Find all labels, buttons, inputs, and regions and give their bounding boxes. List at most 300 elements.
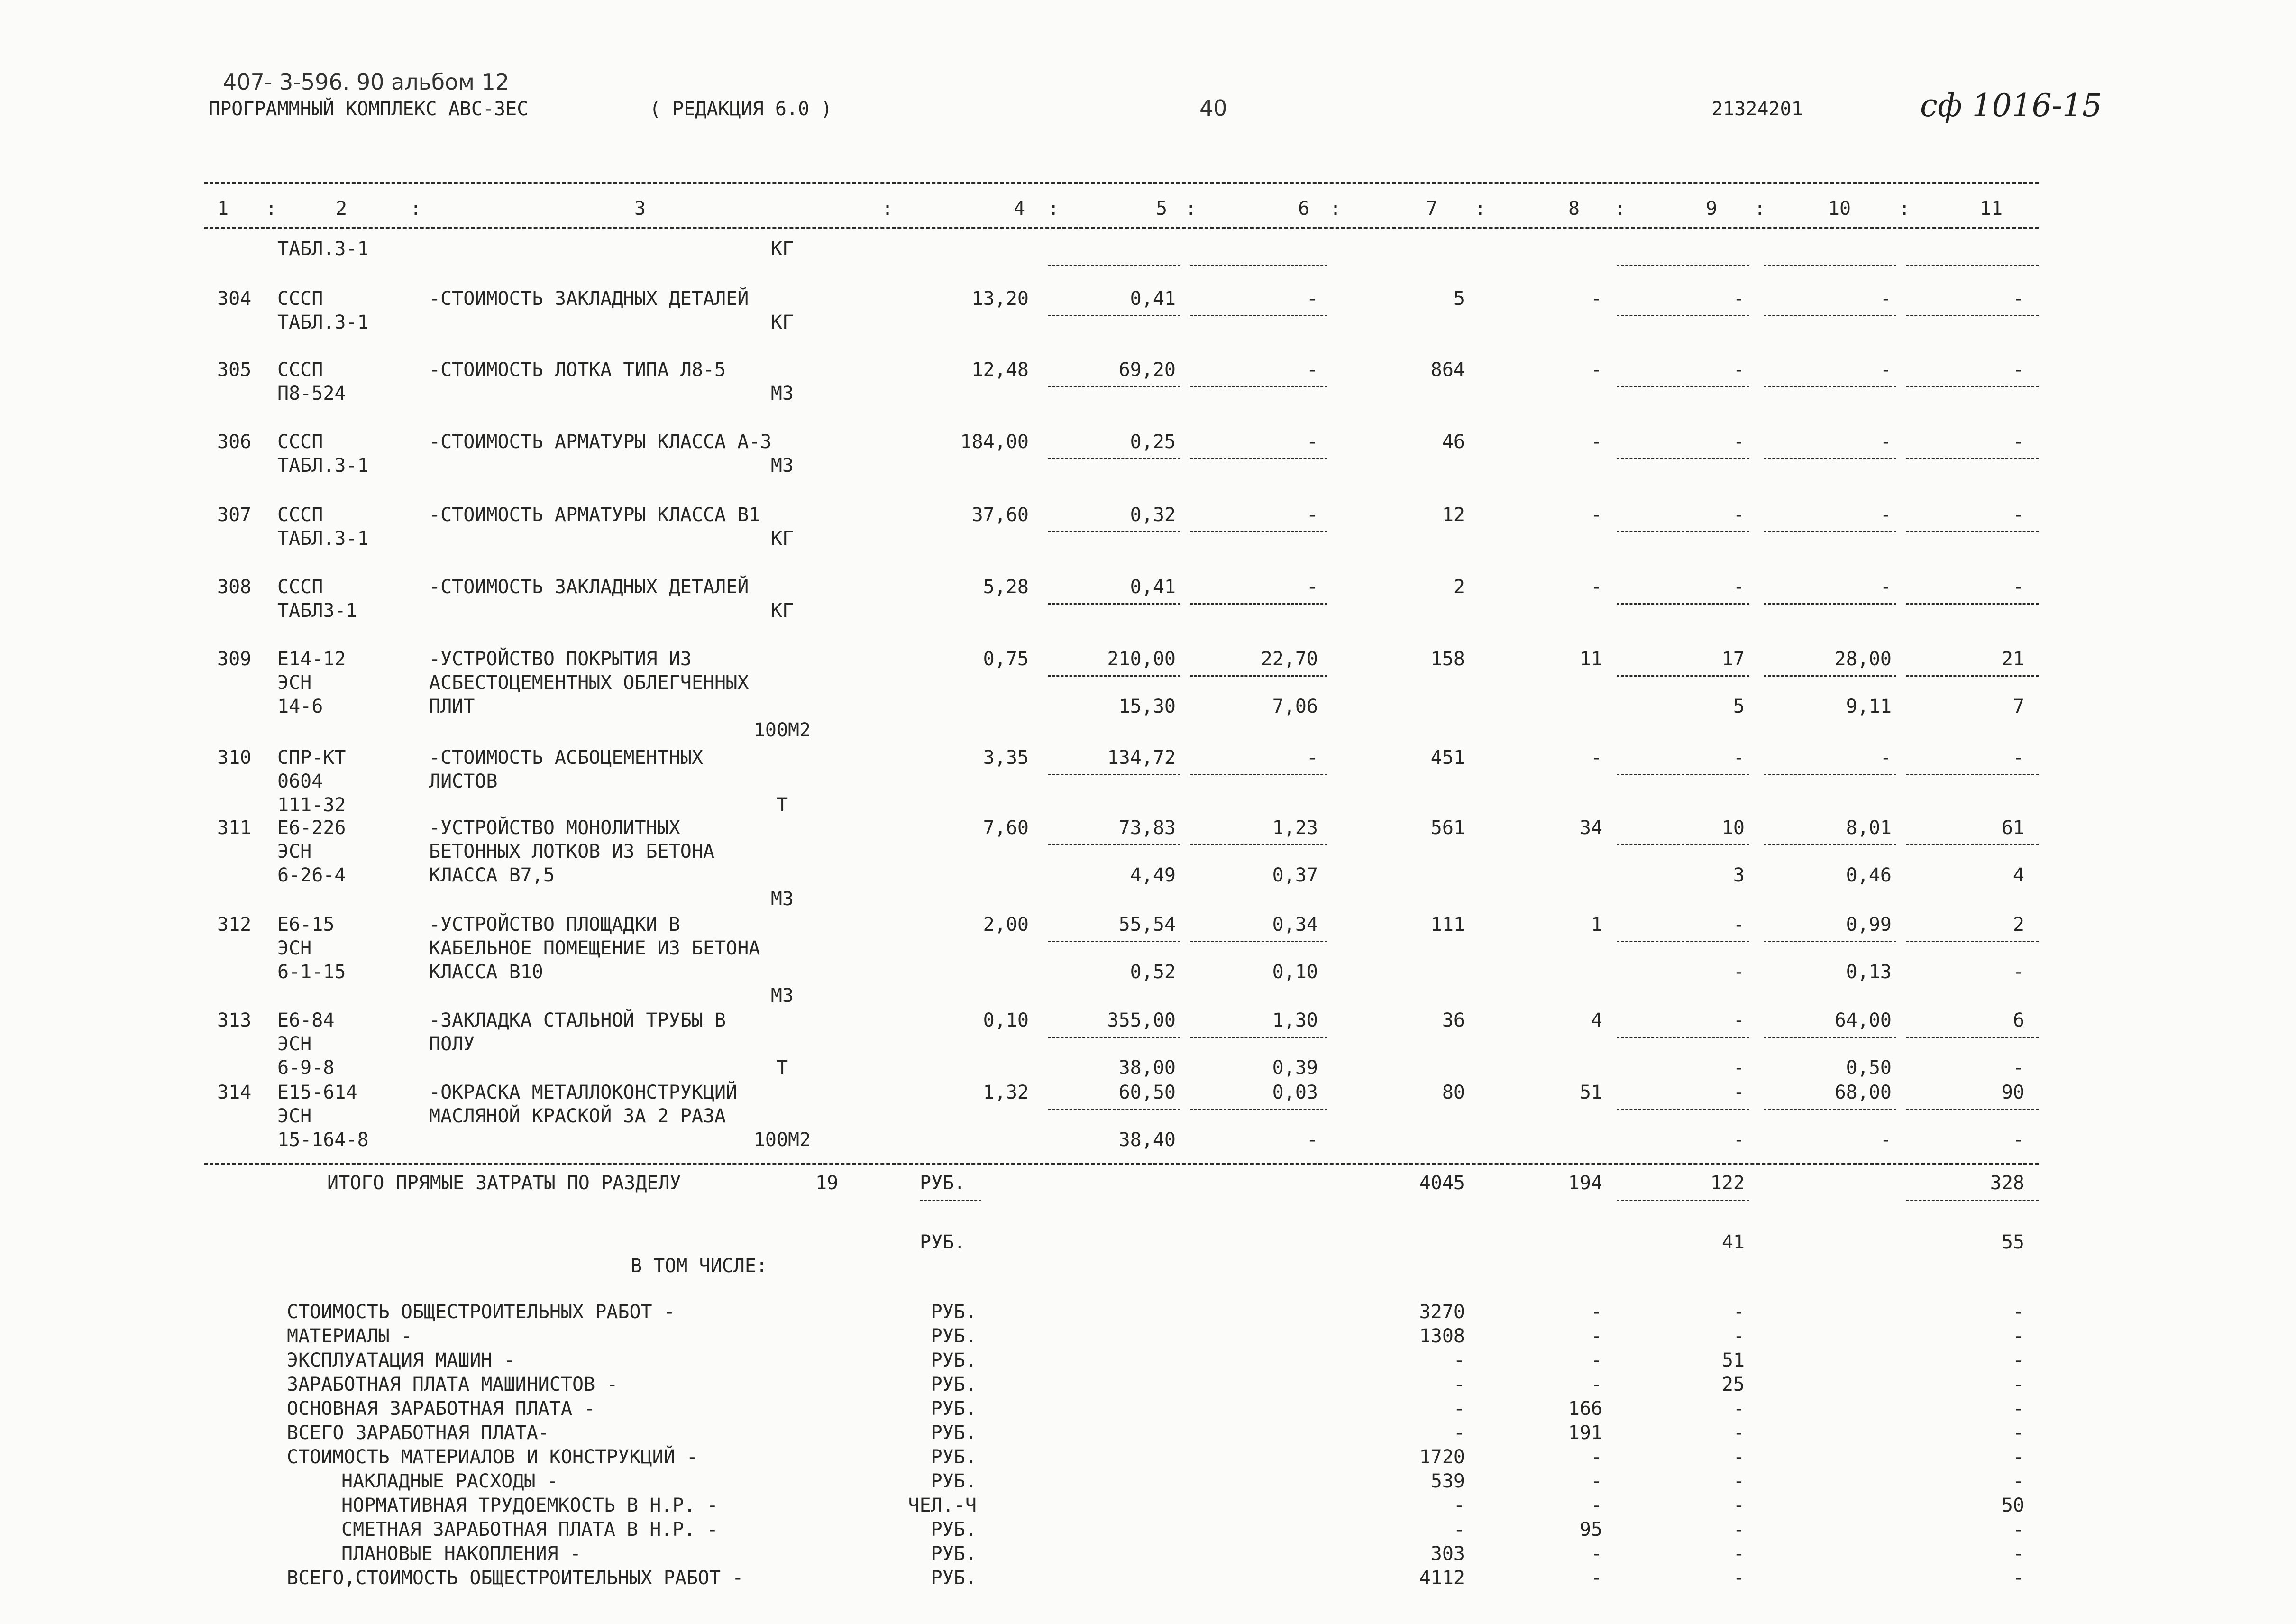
row-col9-sub: 5 <box>1733 696 1745 717</box>
value-underline <box>1906 1037 2039 1038</box>
summary-total-cost: 1720 <box>1419 1446 1465 1468</box>
summary-col11: - <box>2012 1422 2024 1444</box>
row-col11-value: 21 <box>2001 648 2024 670</box>
row-number: 305 <box>217 359 252 381</box>
summary-wage-cost: - <box>1591 1495 1602 1516</box>
row-unit: 100М2 <box>753 1129 811 1151</box>
summary-col11: - <box>2012 1567 2024 1589</box>
row-col11-value: - <box>2012 747 2024 769</box>
column-separator: : <box>265 198 277 220</box>
column-header-11: 11 <box>1979 198 2003 220</box>
row-base-code: ТАБЛ.3-1 <box>277 528 369 550</box>
row-total-cost: 80 <box>1442 1082 1465 1103</box>
row-number: 308 <box>217 576 252 598</box>
value-underline <box>1906 941 2039 942</box>
row-unit: Т <box>776 794 788 816</box>
row-unit-price-total: 0,41 <box>1130 288 1176 310</box>
value-underline <box>1764 315 1896 316</box>
row-machine-wage: 0,37 <box>1272 864 1318 886</box>
row-col11-value: - <box>2012 504 2024 526</box>
row-quantity: 7,60 <box>983 817 1029 839</box>
value-underline <box>1906 458 2039 459</box>
row-base-code: 111-32 <box>277 794 346 816</box>
row-description: ПЛИТ <box>429 696 475 717</box>
row-col11-value: 2 <box>2012 914 2024 936</box>
summary-col9: 25 <box>1721 1374 1745 1395</box>
row-machine-cost: - <box>1306 431 1318 453</box>
value-underline <box>1190 1037 1327 1038</box>
summary-col9: - <box>1733 1422 1745 1444</box>
value-underline <box>1906 844 2039 845</box>
summary-label: СТОИМОСТЬ МАТЕРИАЛОВ И КОНСТРУКЦИЙ - <box>287 1446 698 1468</box>
summary-unit: РУБ. <box>931 1567 977 1589</box>
table-header-rule <box>204 227 2039 229</box>
row-quantity: 37,60 <box>971 504 1029 526</box>
row-col11-value: 6 <box>2012 1009 2024 1031</box>
row-unit-price-total: 134,72 <box>1107 747 1176 769</box>
row-number: 314 <box>217 1082 252 1103</box>
row-col9-sub: 3 <box>1733 864 1745 886</box>
column-header-8: 8 <box>1568 198 1580 220</box>
row-base-code: 0604 <box>277 771 323 792</box>
summary-col9: - <box>1733 1446 1745 1468</box>
row-base-code: СССП <box>277 576 323 598</box>
row-wage-cost: 34 <box>1579 817 1602 839</box>
value-underline <box>1048 315 1180 316</box>
row-unit-price-wage: 0,52 <box>1130 961 1176 983</box>
value-underline <box>1906 531 2039 532</box>
row-base-code: СПР-КТ <box>277 747 346 769</box>
summary-wage-cost: - <box>1591 1470 1602 1492</box>
value-underline <box>1764 941 1896 942</box>
row-number: 309 <box>217 648 252 670</box>
row-number: 304 <box>217 288 252 310</box>
row-col11-sub: - <box>2012 1057 2024 1079</box>
summary-unit: РУБ. <box>931 1422 977 1444</box>
row-unit-price-wage: 4,49 <box>1130 864 1176 886</box>
row-unit: М3 <box>770 985 794 1007</box>
value-underline <box>1764 265 1896 266</box>
value-underline <box>1764 458 1896 459</box>
summary-col11: - <box>2012 1519 2024 1541</box>
totals-top-rule <box>204 1163 2039 1165</box>
row-wage-cost: - <box>1591 359 1602 381</box>
totals-sub-rule <box>920 1200 981 1201</box>
column-separator: : <box>1899 198 1911 220</box>
value-underline <box>1048 941 1180 942</box>
column-separator: : <box>882 198 894 220</box>
row-base-code: ЭСН <box>277 1105 312 1127</box>
row-base-code: 6-1-15 <box>277 961 346 983</box>
row-base-code: ТАБЛ.3-1 <box>277 238 369 260</box>
summary-col11: - <box>2012 1325 2024 1347</box>
row-quantity: 3,35 <box>983 747 1029 769</box>
row-unit-price-total: 0,32 <box>1130 504 1176 526</box>
value-underline <box>1617 941 1749 942</box>
summary-wage-cost: 191 <box>1568 1422 1602 1444</box>
row-number: 313 <box>217 1009 252 1031</box>
value-underline <box>1048 265 1180 266</box>
value-underline <box>1048 1037 1180 1038</box>
summary-unit: РУБ. <box>931 1349 977 1371</box>
value-underline <box>1190 458 1327 459</box>
row-description: -УСТРОЙСТВО МОНОЛИТНЫХ <box>429 817 680 839</box>
summary-col11: - <box>2012 1374 2024 1395</box>
document-number: 21324201 <box>1711 98 1803 120</box>
summary-col9: - <box>1733 1543 1745 1565</box>
summary-col11: - <box>2012 1398 2024 1420</box>
row-col9-sub: - <box>1733 1129 1745 1151</box>
row-machine-cost: - <box>1306 359 1318 381</box>
summary-total-cost: - <box>1453 1495 1465 1516</box>
value-underline <box>1617 531 1749 532</box>
column-separator: : <box>1330 198 1342 220</box>
row-total-cost: 451 <box>1430 747 1465 769</box>
value-underline <box>1190 941 1327 942</box>
summary-col9: - <box>1733 1519 1745 1541</box>
row-unit-price-total: 60,50 <box>1118 1082 1176 1103</box>
totals-section: 19 <box>815 1172 839 1194</box>
program-edition: ( РЕДАКЦИЯ 6.0 ) <box>649 98 832 120</box>
summary-total-cost: - <box>1453 1519 1465 1541</box>
summary-wage-cost: - <box>1591 1349 1602 1371</box>
value-underline <box>1764 1109 1896 1110</box>
value-underline <box>1048 531 1180 532</box>
row-quantity: 0,75 <box>983 648 1029 670</box>
row-col10-sub: 9,11 <box>1846 696 1892 717</box>
row-col11-sub: 7 <box>2012 696 2024 717</box>
row-col9-value: - <box>1733 914 1745 936</box>
row-base-code: 14-6 <box>277 696 323 717</box>
value-underline <box>1190 844 1327 845</box>
totals-label: ИТОГО ПРЯМЫЕ ЗАТРАТЫ ПО РАЗДЕЛУ <box>327 1172 681 1194</box>
row-wage-cost: 1 <box>1591 914 1602 936</box>
row-unit: Т <box>776 1057 788 1079</box>
summary-col9: - <box>1733 1301 1745 1323</box>
row-description: -СТОИМОСТЬ АСБОЦЕМЕНТНЫХ <box>429 747 703 769</box>
row-total-cost: 2 <box>1453 576 1465 598</box>
row-base-code: СССП <box>277 288 323 310</box>
summary-col9: 51 <box>1721 1349 1745 1371</box>
column-separator: : <box>1048 198 1060 220</box>
column-header-1: 1 <box>217 198 229 220</box>
row-unit-price-total: 55,54 <box>1118 914 1176 936</box>
row-unit: КГ <box>770 600 794 622</box>
row-description: -УСТРОЙСТВО ПОКРЫТИЯ ИЗ <box>429 648 692 670</box>
row-description: ЛИСТОВ <box>429 771 498 792</box>
row-wage-cost: - <box>1591 288 1602 310</box>
row-unit: КГ <box>770 238 794 260</box>
summary-col11: - <box>2012 1301 2024 1323</box>
totals-wage-cost: 194 <box>1568 1172 1602 1194</box>
row-machine-cost: - <box>1306 747 1318 769</box>
row-col9-value: - <box>1733 431 1745 453</box>
row-col11-sub: - <box>2012 1129 2024 1151</box>
column-separator: : <box>410 198 422 220</box>
column-header-2: 2 <box>335 198 348 220</box>
row-col10-sub: - <box>1880 1129 1892 1151</box>
summary-label: ОСНОВНАЯ ЗАРАБОТНАЯ ПЛАТА - <box>287 1398 595 1420</box>
row-unit-price-wage: 38,40 <box>1118 1129 1176 1151</box>
summary-unit: РУБ. <box>931 1446 977 1468</box>
row-base-code: 6-26-4 <box>277 864 346 886</box>
row-quantity: 12,48 <box>971 359 1029 381</box>
totals-col11-sub: 55 <box>2001 1231 2024 1253</box>
row-base-code: СССП <box>277 359 323 381</box>
value-underline <box>1048 386 1180 387</box>
row-description: -ЗАКЛАДКА СТАЛЬНОЙ ТРУБЫ В <box>429 1009 726 1031</box>
value-underline <box>1048 844 1180 845</box>
row-description: -СТОИМОСТЬ ЛОТКА ТИПА Л8-5 <box>429 359 726 381</box>
value-underline <box>1048 458 1180 459</box>
handwritten-stamp: сф 1016-15 <box>1920 87 2102 124</box>
row-col10-sub: 0,50 <box>1846 1057 1892 1079</box>
row-base-code: ЭСН <box>277 937 312 959</box>
summary-unit: РУБ. <box>931 1325 977 1347</box>
column-separator: : <box>1614 198 1626 220</box>
summary-wage-cost: - <box>1591 1567 1602 1589</box>
row-number: 306 <box>217 431 252 453</box>
summary-label: НАКЛАДНЫЕ РАСХОДЫ - <box>341 1470 558 1492</box>
column-header-6: 6 <box>1298 198 1310 220</box>
summary-total-cost: 4112 <box>1419 1567 1465 1589</box>
value-underline <box>1048 603 1180 605</box>
row-quantity: 5,28 <box>983 576 1029 598</box>
column-header-7: 7 <box>1426 198 1438 220</box>
row-col11-value: - <box>2012 431 2024 453</box>
row-col9-sub: - <box>1733 1057 1745 1079</box>
row-base-code: ЭСН <box>277 1033 312 1055</box>
row-unit-price-total: 0,25 <box>1130 431 1176 453</box>
row-unit-price-total: 355,00 <box>1107 1009 1176 1031</box>
row-col9-value: 17 <box>1721 648 1745 670</box>
summary-col11: - <box>2012 1543 2024 1565</box>
column-header-9: 9 <box>1705 198 1718 220</box>
totals-col11: 328 <box>1990 1172 2024 1194</box>
row-description: КЛАССА В10 <box>429 961 543 983</box>
column-header-4: 4 <box>1013 198 1025 220</box>
summary-total-cost: - <box>1453 1349 1465 1371</box>
album-reference: 407- 3-596. 90 альбом 12 <box>223 69 510 95</box>
row-description: АСБЕСТОЦЕМЕНТНЫХ ОБЛЕГЧЕННЫХ <box>429 672 749 694</box>
summary-wage-cost: - <box>1591 1374 1602 1395</box>
row-col10-sub: 0,46 <box>1846 864 1892 886</box>
value-underline <box>1906 603 2039 605</box>
value-underline <box>1048 1109 1180 1110</box>
row-col9-value: - <box>1733 747 1745 769</box>
summary-wage-cost: - <box>1591 1325 1602 1347</box>
value-underline <box>1617 315 1749 316</box>
value-underline <box>1190 1109 1327 1110</box>
row-machine-cost: 1,23 <box>1272 817 1318 839</box>
value-underline <box>1617 386 1749 387</box>
value-underline <box>1764 675 1896 677</box>
value-underline <box>1764 774 1896 775</box>
row-total-cost: 561 <box>1430 817 1465 839</box>
summary-label: НОРМАТИВНАЯ ТРУДОЕМКОСТЬ В Н.Р. - <box>341 1495 718 1516</box>
totals-col9: 122 <box>1710 1172 1745 1194</box>
row-col9-value: - <box>1733 1082 1745 1103</box>
summary-total-cost: 1308 <box>1419 1325 1465 1347</box>
value-underline <box>1764 603 1896 605</box>
row-description: -УСТРОЙСТВО ПЛОЩАДКИ В <box>429 914 680 936</box>
row-unit: М3 <box>770 383 794 404</box>
summary-wage-cost: - <box>1591 1446 1602 1468</box>
row-machine-wage: - <box>1306 1129 1318 1151</box>
value-underline <box>1190 315 1327 316</box>
row-unit: КГ <box>770 528 794 550</box>
row-col10-value: - <box>1880 747 1892 769</box>
row-col11-value: 90 <box>2001 1082 2024 1103</box>
row-total-cost: 5 <box>1453 288 1465 310</box>
row-machine-cost: - <box>1306 504 1318 526</box>
row-unit-price-total: 210,00 <box>1107 648 1176 670</box>
row-base-code: Е15-614 <box>277 1082 357 1103</box>
summary-label: ЗАРАБОТНАЯ ПЛАТА МАШИНИСТОВ - <box>287 1374 618 1395</box>
row-base-code: ТАБЛ3-1 <box>277 600 357 622</box>
row-description: МАСЛЯНОЙ КРАСКОЙ ЗА 2 РАЗА <box>429 1105 726 1127</box>
row-col10-value: 68,00 <box>1834 1082 1892 1103</box>
summary-wage-cost: 166 <box>1568 1398 1602 1420</box>
value-underline <box>1617 844 1749 845</box>
value-underline <box>1906 315 2039 316</box>
column-header-5: 5 <box>1155 198 1168 220</box>
row-col9-value: - <box>1733 288 1745 310</box>
row-col9-value: 10 <box>1721 817 1745 839</box>
row-unit-price-total: 69,20 <box>1118 359 1176 381</box>
summary-label: СТОИМОСТЬ ОБЩЕСТРОИТЕЛЬНЫХ РАБОТ - <box>287 1301 675 1323</box>
summary-unit: РУБ. <box>931 1543 977 1565</box>
row-base-code: Е6-226 <box>277 817 346 839</box>
row-col10-value: - <box>1880 359 1892 381</box>
row-col10-value: - <box>1880 431 1892 453</box>
summary-wage-cost: - <box>1591 1301 1602 1323</box>
summary-wage-cost: - <box>1591 1543 1602 1565</box>
row-description: -СТОИМОСТЬ ЗАКЛАДНЫХ ДЕТАЛЕЙ <box>429 288 749 310</box>
totals-col9-sub: 41 <box>1721 1231 1745 1253</box>
row-base-code: ЭСН <box>277 672 312 694</box>
value-underline <box>1190 675 1327 677</box>
row-unit-price-wage: 38,00 <box>1118 1057 1176 1079</box>
row-description: -СТОИМОСТЬ АРМАТУРЫ КЛАССА А-3 <box>429 431 772 453</box>
row-unit-price-wage: 15,30 <box>1118 696 1176 717</box>
summary-total-cost: - <box>1453 1398 1465 1420</box>
table-top-rule <box>204 182 2039 184</box>
value-underline <box>1617 458 1749 459</box>
row-wage-cost: - <box>1591 576 1602 598</box>
column-separator: : <box>1754 198 1766 220</box>
row-machine-cost: 22,70 <box>1261 648 1318 670</box>
summary-label: СМЕТНАЯ ЗАРАБОТНАЯ ПЛАТА В Н.Р. - <box>341 1519 718 1541</box>
row-wage-cost: 4 <box>1591 1009 1602 1031</box>
row-machine-cost: - <box>1306 288 1318 310</box>
summary-total-cost: 303 <box>1430 1543 1465 1565</box>
row-description: -СТОИМОСТЬ ЗАКЛАДНЫХ ДЕТАЛЕЙ <box>429 576 749 598</box>
row-description: КАБЕЛЬНОЕ ПОМЕЩЕНИЕ ИЗ БЕТОНА <box>429 937 760 959</box>
including-heading: В ТОМ ЧИСЛЕ: <box>631 1255 768 1277</box>
summary-total-cost: 3270 <box>1419 1301 1465 1323</box>
summary-col9: - <box>1733 1567 1745 1589</box>
row-total-cost: 12 <box>1442 504 1465 526</box>
row-col9-value: - <box>1733 359 1745 381</box>
value-underline <box>1906 265 2039 266</box>
column-separator: : <box>1185 198 1197 220</box>
row-total-cost: 111 <box>1430 914 1465 936</box>
row-quantity: 2,00 <box>983 914 1029 936</box>
value-underline <box>1764 386 1896 387</box>
row-col10-value: - <box>1880 504 1892 526</box>
column-header-3: 3 <box>634 198 646 220</box>
value-underline <box>1764 844 1896 845</box>
value-underline <box>1048 675 1180 677</box>
row-base-code: СССП <box>277 431 323 453</box>
row-col10-value: 0,99 <box>1846 914 1892 936</box>
row-total-cost: 36 <box>1442 1009 1465 1031</box>
row-base-code: 6-9-8 <box>277 1057 335 1079</box>
value-underline <box>1906 386 2039 387</box>
row-base-code: Е6-84 <box>277 1009 335 1031</box>
row-unit-price-total: 73,83 <box>1118 817 1176 839</box>
row-machine-cost: 1,30 <box>1272 1009 1318 1031</box>
summary-col11: - <box>2012 1349 2024 1371</box>
row-description: БЕТОННЫХ ЛОТКОВ ИЗ БЕТОНА <box>429 841 715 862</box>
value-underline <box>1906 774 2039 775</box>
row-base-code: Е6-15 <box>277 914 335 936</box>
row-description: -СТОИМОСТЬ АРМАТУРЫ КЛАССА В1 <box>429 504 760 526</box>
row-col11-value: - <box>2012 359 2024 381</box>
row-base-code: СССП <box>277 504 323 526</box>
row-col11-value: - <box>2012 576 2024 598</box>
row-col10-value: - <box>1880 576 1892 598</box>
value-underline <box>1617 774 1749 775</box>
row-machine-wage: 0,39 <box>1272 1057 1318 1079</box>
summary-unit: РУБ. <box>931 1519 977 1541</box>
summary-col9: - <box>1733 1470 1745 1492</box>
row-unit: М3 <box>770 888 794 910</box>
row-description: КЛАССА В7,5 <box>429 864 555 886</box>
row-quantity: 1,32 <box>983 1082 1029 1103</box>
row-wage-cost: - <box>1591 747 1602 769</box>
row-number: 307 <box>217 504 252 526</box>
summary-total-cost: - <box>1453 1422 1465 1444</box>
value-underline <box>1764 1037 1896 1038</box>
row-unit: КГ <box>770 312 794 333</box>
value-underline <box>1906 675 2039 677</box>
row-number: 310 <box>217 747 252 769</box>
summary-unit: ЧЕЛ.-Ч <box>908 1495 977 1516</box>
row-col11-sub: 4 <box>2012 864 2024 886</box>
row-unit: М3 <box>770 455 794 477</box>
row-wage-cost: 51 <box>1579 1082 1602 1103</box>
value-underline <box>1190 386 1327 387</box>
column-separator: : <box>1474 198 1486 220</box>
summary-unit: РУБ. <box>931 1374 977 1395</box>
row-machine-cost: - <box>1306 576 1318 598</box>
row-unit-price-total: 0,41 <box>1130 576 1176 598</box>
value-underline <box>1617 675 1749 677</box>
row-base-code: ТАБЛ.3-1 <box>277 455 369 477</box>
row-col11-value: - <box>2012 288 2024 310</box>
totals-unit-2: РУБ. <box>920 1231 966 1253</box>
row-base-code: ЭСН <box>277 841 312 862</box>
row-machine-wage: 0,10 <box>1272 961 1318 983</box>
row-base-code: П8-524 <box>277 383 346 404</box>
row-col11-sub: - <box>2012 961 2024 983</box>
summary-col9: - <box>1733 1398 1745 1420</box>
row-quantity: 13,20 <box>971 288 1029 310</box>
row-total-cost: 158 <box>1430 648 1465 670</box>
value-underline <box>1617 603 1749 605</box>
